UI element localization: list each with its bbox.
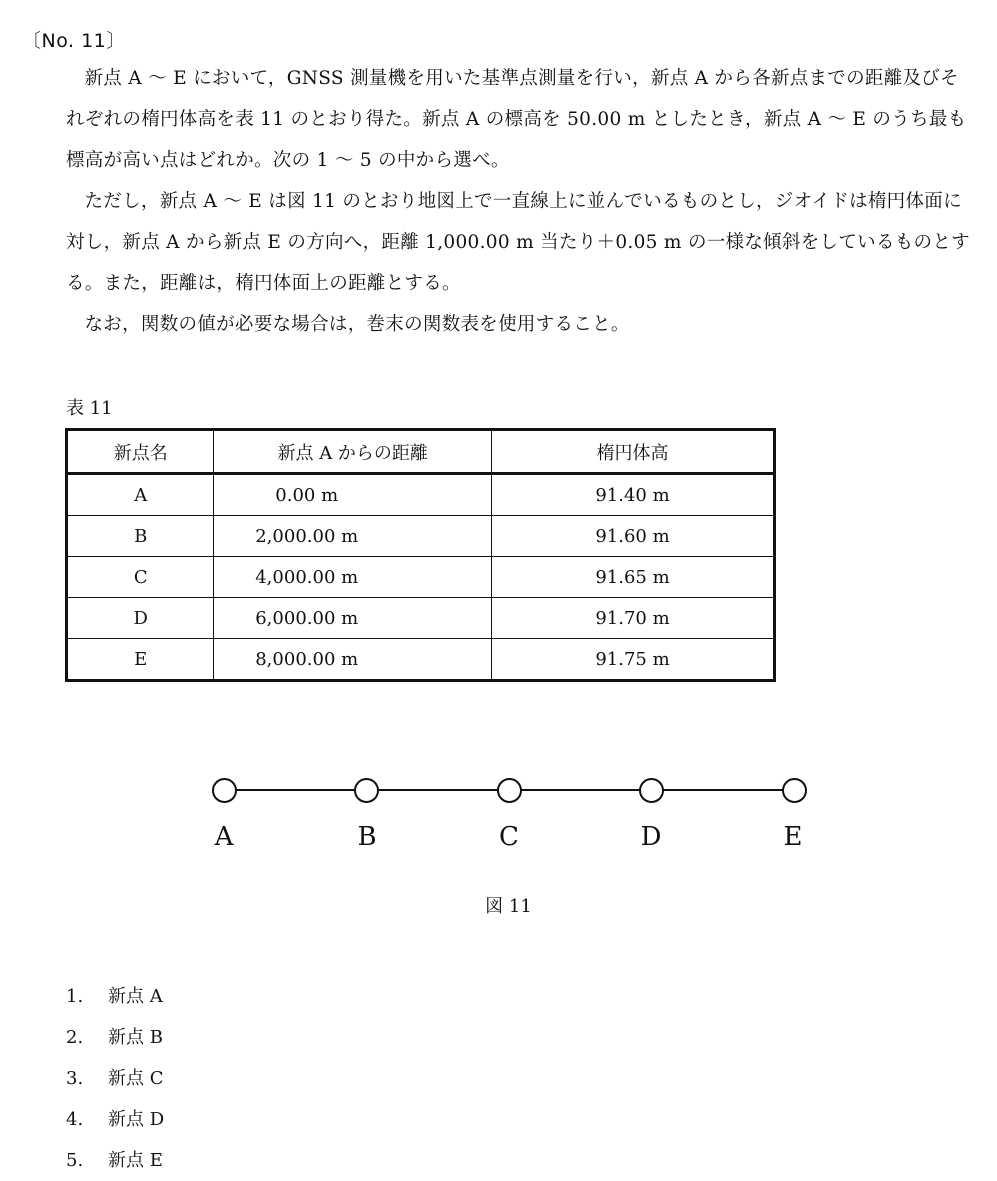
point-d-label: D — [640, 822, 662, 852]
option-number: 2. — [66, 1027, 84, 1048]
height-cell: 91.65 m — [491, 557, 774, 598]
table-header-row — [67, 430, 775, 474]
distance-cell: 6,000.00 m — [214, 598, 492, 639]
point-name-cell: A — [67, 474, 214, 516]
table-row — [67, 557, 775, 598]
answer-option[interactable] — [66, 1058, 164, 1099]
answer-option[interactable] — [66, 1017, 164, 1058]
distance-cell: 8,000.00 m — [214, 639, 492, 681]
point-b-label: B — [357, 822, 377, 852]
header-distance: 新点 A からの距離 — [214, 430, 492, 474]
height-cell: 91.70 m — [491, 598, 774, 639]
point-name-cell: B — [67, 516, 214, 557]
point-name-cell: C — [67, 557, 214, 598]
table-row — [67, 639, 775, 681]
point-c-marker — [497, 778, 522, 803]
option-number: 1. — [66, 986, 84, 1007]
option-number: 3. — [66, 1068, 84, 1089]
data-table — [65, 428, 776, 682]
height-cell: 91.60 m — [491, 516, 774, 557]
answer-option[interactable] — [66, 976, 164, 1017]
height-cell: 91.40 m — [491, 474, 774, 516]
header-point-name: 新点名 — [67, 430, 214, 474]
answer-options — [66, 976, 164, 1181]
point-d-marker — [639, 778, 664, 803]
point-b-marker — [354, 778, 379, 803]
option-text: 新点 B — [108, 1027, 163, 1048]
option-text: 新点 C — [108, 1068, 164, 1089]
distance-cell: 2,000.00 m — [214, 516, 492, 557]
answer-option[interactable] — [66, 1099, 164, 1140]
question-paragraph-3: なお，関数の値が必要な場合は，巻末の関数表を使用すること。 — [84, 314, 630, 335]
header-ellipsoidal-height: 楕円体高 — [491, 430, 774, 474]
option-text: 新点 E — [108, 1150, 163, 1171]
figure-caption: 図 11 — [485, 896, 532, 917]
answer-option[interactable] — [66, 1140, 164, 1181]
point-e-marker — [782, 778, 807, 803]
table-row — [67, 474, 775, 516]
point-c-label: C — [499, 822, 519, 852]
question-paragraph-2: ただし，新点 A ～ E は図 11 のとおり地図上で一直線上に並んでいるものとし，ジオイドは楕円体面に対し，新点 A から新点 E の方向へ，距離 1,000.00 m 当たり＋0.05 m の一様な傾斜をしているものとする。また，距離は，楕円体面上の距離とする。 — [66, 191, 970, 294]
figure-11 — [0, 760, 997, 870]
distance-cell: 0.00 m — [214, 474, 492, 516]
point-a-marker — [212, 778, 237, 803]
height-cell: 91.75 m — [491, 639, 774, 681]
question-number: 〔No. 11〕 — [22, 30, 126, 52]
question-paragraph-1: 新点 A ～ E において，GNSS 測量機を用いた基準点測量を行い，新点 A から各新点までの距離及びそれぞれの楕円体高を表 11 のとおり得た。新点 A の標高を 50.00 m としたとき，新点 A ～ E のうち最も標高が高い点はどれか。次の 1 ～ 5 の中から選べ。 — [66, 68, 967, 171]
option-number: 4. — [66, 1109, 84, 1130]
table-caption: 表 11 — [66, 398, 113, 419]
option-number: 5. — [66, 1150, 84, 1171]
table-row — [67, 516, 775, 557]
point-e-label: E — [783, 822, 803, 852]
option-text: 新点 A — [108, 986, 163, 1007]
point-name-cell: D — [67, 598, 214, 639]
distance-cell: 4,000.00 m — [214, 557, 492, 598]
point-a-label: A — [214, 822, 234, 852]
option-text: 新点 D — [108, 1109, 165, 1130]
point-name-cell: E — [67, 639, 214, 681]
table-row — [67, 598, 775, 639]
